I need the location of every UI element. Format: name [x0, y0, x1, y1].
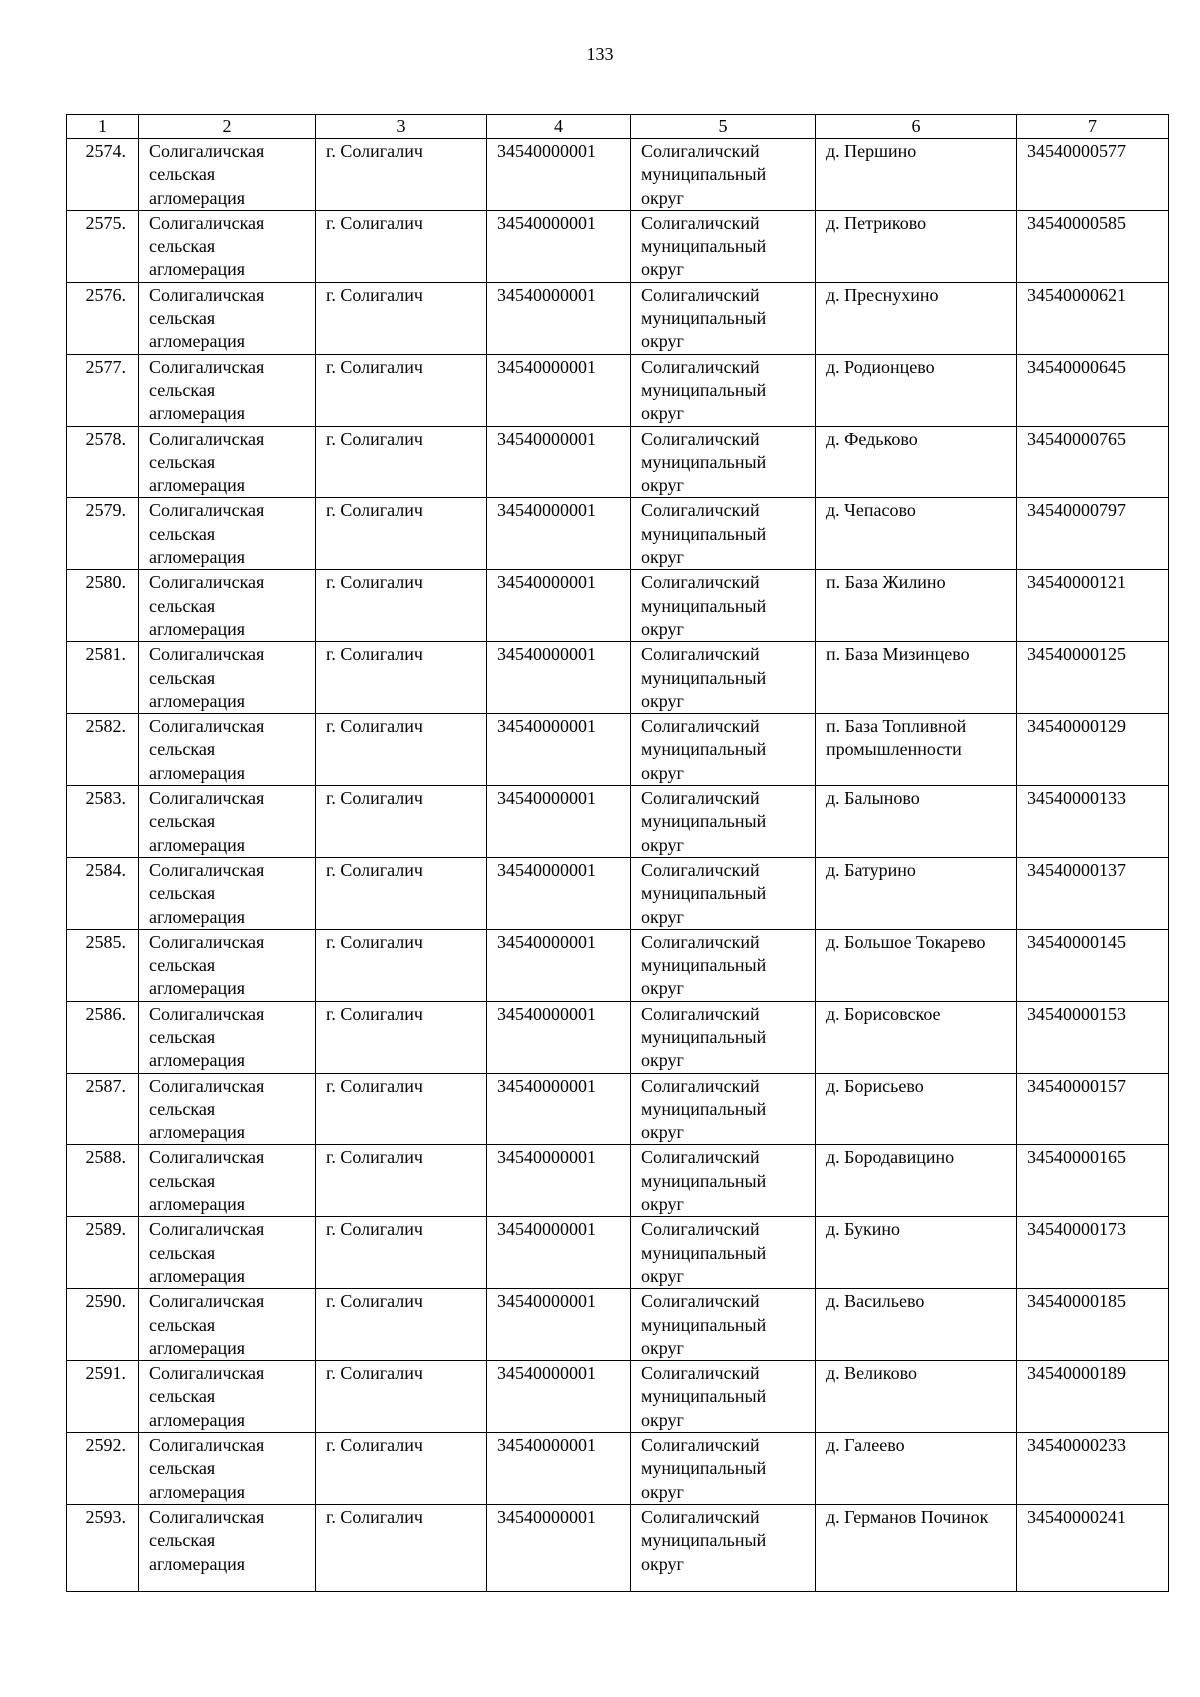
column-header: 5 — [631, 115, 816, 139]
row-number: 2580. — [67, 570, 139, 642]
center-code-cell: 34540000001 — [487, 1504, 631, 1591]
agglomeration-cell: Солигаличская сельская агломерация — [139, 642, 316, 714]
settlement-code-cell: 34540000621 — [1017, 282, 1169, 354]
center-code-cell: 34540000001 — [487, 714, 631, 786]
center-code-cell: 34540000001 — [487, 1001, 631, 1073]
center-cell: г. Солигалич — [316, 857, 487, 929]
row-number: 2587. — [67, 1073, 139, 1145]
row-number: 2578. — [67, 426, 139, 498]
settlement-code-cell: 34540000157 — [1017, 1073, 1169, 1145]
municipality-cell: Солигаличский муниципальный округ — [631, 1073, 816, 1145]
settlement-cell: п. База Топливной промышленности — [816, 714, 1017, 786]
row-number: 2581. — [67, 642, 139, 714]
center-code-cell: 34540000001 — [487, 1217, 631, 1289]
settlement-cell: д. Першино — [816, 139, 1017, 211]
table-row — [67, 857, 1169, 929]
table-row — [67, 929, 1169, 1001]
center-code-cell: 34540000001 — [487, 642, 631, 714]
settlement-cell: д. Родионцево — [816, 354, 1017, 426]
center-code-cell: 34540000001 — [487, 1073, 631, 1145]
center-cell: г. Солигалич — [316, 139, 487, 211]
municipality-cell: Солигаличский муниципальный округ — [631, 642, 816, 714]
agglomeration-cell: Солигаличская сельская агломерация — [139, 714, 316, 786]
municipality-cell: Солигаличский муниципальный округ — [631, 210, 816, 282]
settlement-code-cell: 34540000129 — [1017, 714, 1169, 786]
center-cell: г. Солигалич — [316, 642, 487, 714]
agglomeration-cell: Солигаличская сельская агломерация — [139, 1073, 316, 1145]
municipality-cell: Солигаличский муниципальный округ — [631, 929, 816, 1001]
municipality-cell: Солигаличский муниципальный округ — [631, 570, 816, 642]
agglomeration-cell: Солигаличская сельская агломерация — [139, 282, 316, 354]
row-number: 2576. — [67, 282, 139, 354]
row-number: 2588. — [67, 1145, 139, 1217]
center-cell: г. Солигалич — [316, 1289, 487, 1361]
municipality-cell: Солигаличский муниципальный округ — [631, 498, 816, 570]
center-cell: г. Солигалич — [316, 282, 487, 354]
column-header: 1 — [67, 115, 139, 139]
table-row — [67, 1145, 1169, 1217]
center-cell: г. Солигалич — [316, 714, 487, 786]
column-header: 2 — [139, 115, 316, 139]
settlement-code-cell: 34540000241 — [1017, 1504, 1169, 1591]
settlement-code-cell: 34540000645 — [1017, 354, 1169, 426]
center-cell: г. Солигалич — [316, 1361, 487, 1433]
agglomeration-cell: Солигаличская сельская агломерация — [139, 1361, 316, 1433]
center-cell: г. Солигалич — [316, 1433, 487, 1505]
center-code-cell: 34540000001 — [487, 1361, 631, 1433]
settlement-code-cell: 34540000133 — [1017, 786, 1169, 858]
settlement-cell: д. Чепасово — [816, 498, 1017, 570]
table-row — [67, 426, 1169, 498]
table-row — [67, 1289, 1169, 1361]
municipality-cell: Солигаличский муниципальный округ — [631, 1145, 816, 1217]
center-cell: г. Солигалич — [316, 1145, 487, 1217]
settlement-cell: д. Бородавицино — [816, 1145, 1017, 1217]
settlement-cell: п. База Жилино — [816, 570, 1017, 642]
settlement-code-cell: 34540000137 — [1017, 857, 1169, 929]
center-cell: г. Солигалич — [316, 354, 487, 426]
row-number: 2591. — [67, 1361, 139, 1433]
municipality-cell: Солигаличский муниципальный округ — [631, 714, 816, 786]
settlement-code-cell: 34540000165 — [1017, 1145, 1169, 1217]
agglomeration-cell: Солигаличская сельская агломерация — [139, 1145, 316, 1217]
table-row — [67, 1073, 1169, 1145]
table-header-row — [67, 115, 1169, 139]
center-code-cell: 34540000001 — [487, 929, 631, 1001]
municipality-cell: Солигаличский муниципальный округ — [631, 786, 816, 858]
settlement-code-cell: 34540000125 — [1017, 642, 1169, 714]
municipality-cell: Солигаличский муниципальный округ — [631, 857, 816, 929]
table-row — [67, 354, 1169, 426]
row-number: 2590. — [67, 1289, 139, 1361]
center-cell: г. Солигалич — [316, 1001, 487, 1073]
center-code-cell: 34540000001 — [487, 426, 631, 498]
settlement-cell: д. Васильево — [816, 1289, 1017, 1361]
table-body — [67, 139, 1169, 1592]
agglomeration-cell: Солигаличская сельская агломерация — [139, 1217, 316, 1289]
settlement-cell: д. Великово — [816, 1361, 1017, 1433]
table-row — [67, 1217, 1169, 1289]
settlement-cell: д. Букино — [816, 1217, 1017, 1289]
center-cell: г. Солигалич — [316, 1073, 487, 1145]
row-number: 2585. — [67, 929, 139, 1001]
table-row — [67, 786, 1169, 858]
agglomeration-cell: Солигаличская сельская агломерация — [139, 210, 316, 282]
center-code-cell: 34540000001 — [487, 139, 631, 211]
settlement-code-cell: 34540000121 — [1017, 570, 1169, 642]
agglomeration-cell: Солигаличская сельская агломерация — [139, 139, 316, 211]
table-row — [67, 1001, 1169, 1073]
settlement-code-cell: 34540000185 — [1017, 1289, 1169, 1361]
settlement-cell: д. Германов Починок — [816, 1504, 1017, 1591]
center-cell: г. Солигалич — [316, 786, 487, 858]
agglomeration-cell: Солигаличская сельская агломерация — [139, 1001, 316, 1073]
center-code-cell: 34540000001 — [487, 1433, 631, 1505]
column-header: 3 — [316, 115, 487, 139]
municipality-cell: Солигаличский муниципальный округ — [631, 1217, 816, 1289]
settlement-cell: д. Батурино — [816, 857, 1017, 929]
center-cell: г. Солигалич — [316, 426, 487, 498]
agglomeration-cell: Солигаличская сельская агломерация — [139, 426, 316, 498]
row-number: 2582. — [67, 714, 139, 786]
agglomeration-cell: Солигаличская сельская агломерация — [139, 570, 316, 642]
settlement-cell: д. Преснухино — [816, 282, 1017, 354]
settlement-cell: д. Балыново — [816, 786, 1017, 858]
settlement-code-cell: 34540000765 — [1017, 426, 1169, 498]
settlement-code-cell: 34540000153 — [1017, 1001, 1169, 1073]
settlements-table — [66, 114, 1169, 1592]
table-row — [67, 1504, 1169, 1591]
municipality-cell: Солигаличский муниципальный округ — [631, 1289, 816, 1361]
center-cell: г. Солигалич — [316, 929, 487, 1001]
settlement-code-cell: 34540000173 — [1017, 1217, 1169, 1289]
municipality-cell: Солигаличский муниципальный округ — [631, 1361, 816, 1433]
municipality-cell: Солигаличский муниципальный округ — [631, 139, 816, 211]
settlement-code-cell: 34540000189 — [1017, 1361, 1169, 1433]
column-header: 7 — [1017, 115, 1169, 139]
agglomeration-cell: Солигаличская сельская агломерация — [139, 1504, 316, 1591]
table-row — [67, 1361, 1169, 1433]
settlement-cell: д. Борисьево — [816, 1073, 1017, 1145]
row-number: 2575. — [67, 210, 139, 282]
settlement-code-cell: 34540000233 — [1017, 1433, 1169, 1505]
row-number: 2577. — [67, 354, 139, 426]
table-row — [67, 1433, 1169, 1505]
settlement-cell: д. Большое Токарево — [816, 929, 1017, 1001]
municipality-cell: Солигаличский муниципальный округ — [631, 1001, 816, 1073]
center-code-cell: 34540000001 — [487, 857, 631, 929]
center-cell: г. Солигалич — [316, 1504, 487, 1591]
center-code-cell: 34540000001 — [487, 1289, 631, 1361]
settlement-cell: д. Федьково — [816, 426, 1017, 498]
municipality-cell: Солигаличский муниципальный округ — [631, 426, 816, 498]
settlement-cell: д. Борисовское — [816, 1001, 1017, 1073]
center-code-cell: 34540000001 — [487, 354, 631, 426]
center-code-cell: 34540000001 — [487, 1145, 631, 1217]
center-code-cell: 34540000001 — [487, 210, 631, 282]
center-code-cell: 34540000001 — [487, 786, 631, 858]
settlement-cell: п. База Мизинцево — [816, 642, 1017, 714]
agglomeration-cell: Солигаличская сельская агломерация — [139, 1433, 316, 1505]
agglomeration-cell: Солигаличская сельская агломерация — [139, 1289, 316, 1361]
row-number: 2592. — [67, 1433, 139, 1505]
settlement-cell: д. Петриково — [816, 210, 1017, 282]
table-row — [67, 210, 1169, 282]
municipality-cell: Солигаличский муниципальный округ — [631, 1504, 816, 1591]
center-code-cell: 34540000001 — [487, 498, 631, 570]
center-code-cell: 34540000001 — [487, 282, 631, 354]
settlement-cell: д. Галеево — [816, 1433, 1017, 1505]
municipality-cell: Солигаличский муниципальный округ — [631, 354, 816, 426]
center-cell: г. Солигалич — [316, 210, 487, 282]
settlement-code-cell: 34540000585 — [1017, 210, 1169, 282]
column-header: 6 — [816, 115, 1017, 139]
table-row — [67, 714, 1169, 786]
row-number: 2586. — [67, 1001, 139, 1073]
row-number: 2593. — [67, 1504, 139, 1591]
settlement-code-cell: 34540000577 — [1017, 139, 1169, 211]
municipality-cell: Солигаличский муниципальный округ — [631, 282, 816, 354]
row-number: 2574. — [67, 139, 139, 211]
settlement-code-cell: 34540000797 — [1017, 498, 1169, 570]
table-row — [67, 498, 1169, 570]
agglomeration-cell: Солигаличская сельская агломерация — [139, 498, 316, 570]
table-row — [67, 642, 1169, 714]
row-number: 2584. — [67, 857, 139, 929]
center-code-cell: 34540000001 — [487, 570, 631, 642]
settlement-code-cell: 34540000145 — [1017, 929, 1169, 1001]
agglomeration-cell: Солигаличская сельская агломерация — [139, 786, 316, 858]
agglomeration-cell: Солигаличская сельская агломерация — [139, 354, 316, 426]
center-cell: г. Солигалич — [316, 570, 487, 642]
page-number: 133 — [586, 44, 614, 64]
agglomeration-cell: Солигаличская сельская агломерация — [139, 857, 316, 929]
row-number: 2583. — [67, 786, 139, 858]
table-row — [67, 570, 1169, 642]
table-row — [67, 139, 1169, 211]
center-cell: г. Солигалич — [316, 1217, 487, 1289]
table-row — [67, 282, 1169, 354]
row-number: 2579. — [67, 498, 139, 570]
municipality-cell: Солигаличский муниципальный округ — [631, 1433, 816, 1505]
agglomeration-cell: Солигаличская сельская агломерация — [139, 929, 316, 1001]
center-cell: г. Солигалич — [316, 498, 487, 570]
row-number: 2589. — [67, 1217, 139, 1289]
column-header: 4 — [487, 115, 631, 139]
